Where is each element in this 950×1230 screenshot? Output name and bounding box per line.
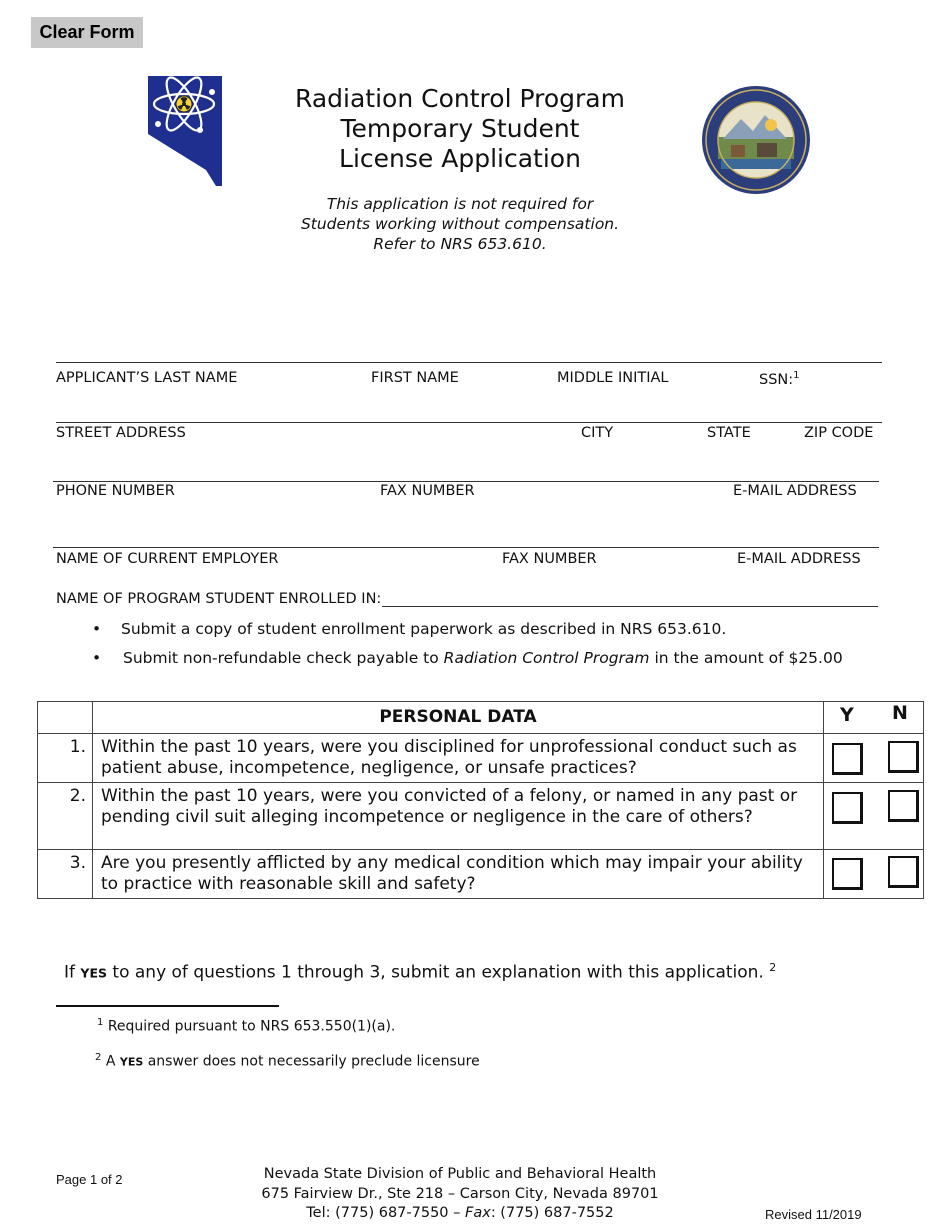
footnote-2-mark: 2 (95, 1052, 102, 1063)
question-2-no-checkbox[interactable] (888, 790, 919, 822)
question-number: 2. (38, 783, 93, 850)
question-number: 3. (38, 850, 93, 899)
nevada-atom-logo-icon (148, 76, 222, 186)
fax-number-label: FAX NUMBER (380, 483, 475, 499)
requirement-note (250, 194, 670, 254)
state-label: STATE (707, 425, 751, 441)
requirement-bullet-2 (92, 649, 843, 667)
agency-phone-fax (240, 1204, 680, 1224)
question-number: 1. (38, 734, 93, 783)
footnote-2-text-start: A (101, 1053, 120, 1070)
form-title (250, 84, 670, 174)
name-input-line[interactable] (56, 362, 882, 363)
bullet-dot: • (92, 649, 102, 667)
first-name-label: FIRST NAME (371, 370, 459, 386)
yn-cell (824, 783, 924, 850)
agency-name: Nevada State Division of Public and Behavioral Health (263, 1166, 657, 1182)
title-line-3: License Application (339, 144, 581, 173)
agency-address: 675 Fairview Dr., Ste 218 – Carson City, Nevada 89701 (261, 1185, 659, 1202)
no-column-header: N (892, 702, 908, 724)
question-text: Within the past 10 years, were you disciplined for unprofessional conduct such as patient abuse, incompetence, negligence, or unsafe practices? (93, 734, 824, 783)
employer-input-line[interactable] (53, 547, 879, 548)
city-label: CITY (581, 425, 614, 441)
bullet-2-text-end: in the amount of $25.00 (649, 649, 843, 667)
bullet-2-payee: Radiation Control Program (443, 649, 650, 667)
address-input-line[interactable] (56, 422, 882, 423)
program-enrolled-label: NAME OF PROGRAM STUDENT ENROLLED IN: (56, 591, 382, 607)
explanation-yes: YES (80, 965, 107, 981)
footnote-2-yes: YES (119, 1055, 144, 1069)
personal-data-table (37, 701, 924, 899)
zip-code-label: ZIP CODE (804, 425, 874, 441)
employer-email-label: E-MAIL ADDRESS (737, 551, 861, 567)
footnote-1-mark: 1 (97, 1017, 104, 1028)
question-2-yes-checkbox[interactable] (832, 792, 863, 824)
program-enrolled-input[interactable] (382, 606, 878, 607)
table-row (38, 783, 924, 850)
ssn-footnote-mark: 1 (793, 370, 800, 381)
ssn-label (759, 370, 800, 388)
note-line-2: Students working without compensation. (300, 215, 620, 233)
title-line-1: Radiation Control Program (295, 84, 625, 113)
bullet-1-text: Submit a copy of student enrollment paperwork as described in NRS 653.610. (121, 620, 727, 638)
agency-fax-label: Fax (465, 1205, 491, 1221)
agency-fax: : (775) 687-7552 (490, 1205, 614, 1221)
explanation-text-end: to any of questions 1 through 3, submit an explanation with this application. (107, 962, 770, 983)
footnote-1 (97, 1017, 395, 1035)
yes-column-header: Y (840, 704, 854, 726)
explanation-instruction (64, 961, 776, 983)
bullet-dot: • (92, 620, 102, 638)
question-text: Within the past 10 years, were you convicted of a felony, or named in any past or pending civil suit alleging incompetence or negligence in the care of others? (93, 783, 824, 850)
title-line-2: Temporary Student (340, 114, 580, 143)
requirement-bullet-1 (92, 620, 727, 638)
last-name-label: APPLICANT’S LAST NAME (56, 370, 238, 386)
current-employer-label: NAME OF CURRENT EMPLOYER (56, 551, 279, 567)
table-header-row (38, 702, 924, 734)
question-3-no-checkbox[interactable] (888, 856, 919, 888)
question-3-yes-checkbox[interactable] (832, 858, 863, 890)
clear-form-button[interactable]: Clear Form (31, 17, 143, 48)
footnote-2 (95, 1052, 480, 1070)
table-header-num (38, 702, 93, 734)
contact-input-line[interactable] (53, 481, 879, 482)
revision-date: Revised 11/2019 (765, 1207, 862, 1222)
explanation-footnote-mark: 2 (769, 961, 777, 974)
email-address-label: E-MAIL ADDRESS (733, 483, 857, 499)
question-1-no-checkbox[interactable] (888, 741, 919, 773)
footnote-1-text: Required pursuant to NRS 653.550(1)(a). (103, 1018, 396, 1035)
table-row (38, 734, 924, 783)
explanation-text-start: If (64, 962, 81, 983)
page-number: Page 1 of 2 (56, 1172, 123, 1187)
agency-phone: Tel: (775) 687-7550 – (306, 1205, 465, 1221)
footnote-2-text-end: answer does not necessarily preclude licensure (143, 1053, 480, 1070)
nevada-state-seal-icon (701, 85, 811, 195)
street-address-label: STREET ADDRESS (56, 425, 186, 441)
question-text: Are you presently afflicted by any medical condition which may impair your ability to practice with reasonable skill and safety? (93, 850, 824, 899)
table-row (38, 850, 924, 899)
bullet-2-text-start: Submit non-refundable check payable to (123, 649, 444, 667)
personal-data-heading: PERSONAL DATA (93, 702, 824, 734)
yn-cell (824, 734, 924, 783)
note-line-1: This application is not required for (326, 195, 594, 213)
yn-header (824, 702, 924, 734)
yn-cell (824, 850, 924, 899)
note-line-3: Refer to NRS 653.610. (373, 235, 547, 253)
footnote-separator (56, 1005, 279, 1007)
ssn-label-text: SSN: (759, 371, 794, 388)
phone-number-label: PHONE NUMBER (56, 483, 175, 499)
question-1-yes-checkbox[interactable] (832, 743, 863, 775)
middle-initial-label: MIDDLE INITIAL (557, 370, 669, 386)
employer-fax-label: FAX NUMBER (502, 551, 597, 567)
agency-contact-block (240, 1165, 680, 1224)
